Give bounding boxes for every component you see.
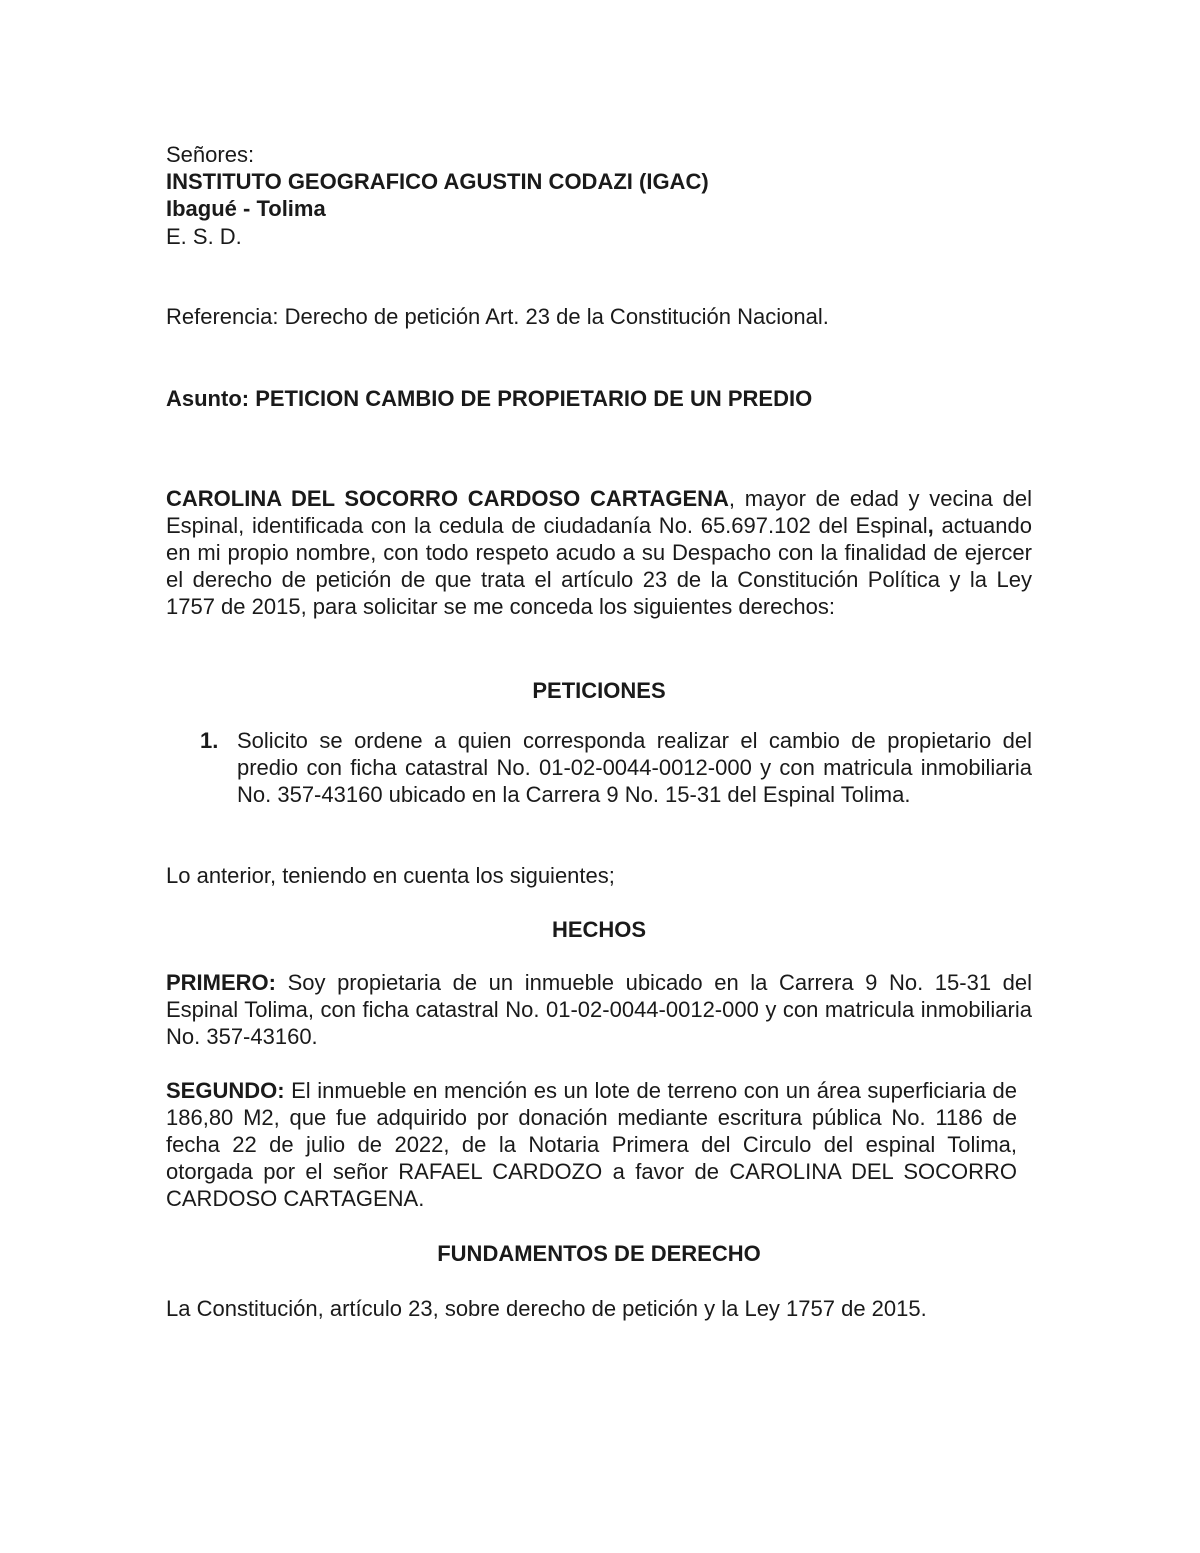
hecho-primero bbox=[166, 969, 1032, 1050]
intro-paragraph bbox=[166, 485, 1032, 620]
list-item-text: Solicito se ordene a quien corresponda realizar el cambio de propietario del predio con ficha catastral No. 01-02-0044-0012-000 y con matricula inmobiliaria No. 357-43160 ubicado en la Carrera 9 No. 15-31 del Espinal Tolima. bbox=[237, 728, 1032, 807]
segundo-text: El inmueble en mención es un lote de terreno con un área superficiaria de 186,80 M2, que fue adquirido por donación mediante escritura pública No. 1186 de fecha 22 de julio de 2022, de la Notaria Primera del Circulo del espinal Tolima, otorgada por el señor RAFAEL CARDOZO a favor de CAROLINA DEL SOCORRO CARDOSO CARTAGENA. bbox=[166, 1078, 1017, 1211]
segundo-label: SEGUNDO: bbox=[166, 1078, 285, 1103]
institution-name: INSTITUTO GEOGRAFICO AGUSTIN CODAZI (IGAC) bbox=[166, 169, 709, 194]
intro-text-2: actuando en mi propio nombre, con todo respeto acudo a su Despacho con la finalidad de ejercer el derecho de petición de que trata el artículo 23 de la Constitución Política y la Ley 1757 de 2015, para solicitar se me conceda los siguientes derechos: bbox=[166, 513, 1032, 619]
reference: Referencia: Derecho de petición Art. 23 de la Constitución Nacional. bbox=[166, 304, 829, 329]
hecho-segundo bbox=[166, 1077, 1017, 1212]
esd: E. S. D. bbox=[166, 224, 242, 249]
primero-text: Soy propietaria de un inmueble ubicado en la Carrera 9 No. 15-31 del Espinal Tolima, con ficha catastral No. 01-02-0044-0012-000 y con matricula inmobiliaria No. 357-43160. bbox=[166, 970, 1032, 1049]
primero-label: PRIMERO: bbox=[166, 970, 276, 995]
subject-text: PETICION CAMBIO DE PROPIETARIO DE UN PREDIO bbox=[249, 386, 813, 411]
fundamentos-text: La Constitución, artículo 23, sobre derecho de petición y la Ley 1757 de 2015. bbox=[166, 1296, 927, 1321]
city: Ibagué - Tolima bbox=[166, 196, 326, 221]
salutation: Señores: bbox=[166, 142, 255, 167]
petitioner-name: CAROLINA DEL SOCORRO CARDOSO CARTAGENA bbox=[166, 486, 729, 511]
subject bbox=[166, 385, 812, 412]
fundamentos-title: FUNDAMENTOS DE DERECHO bbox=[437, 1241, 761, 1266]
subject-label: Asunto: bbox=[166, 386, 250, 411]
transition-text: Lo anterior, teniendo en cuenta los siguientes; bbox=[166, 863, 615, 888]
list-item bbox=[237, 727, 1032, 808]
list-number: 1. bbox=[200, 728, 219, 753]
intro-text-1: , mayor de edad y vecina del Espinal, identificada con la cedula de ciudadanía No. 65.697.102 del Espinal bbox=[166, 486, 1032, 538]
peticiones-title: PETICIONES bbox=[532, 678, 666, 703]
hechos-title: HECHOS bbox=[551, 917, 647, 942]
intro-comma: , bbox=[927, 513, 934, 538]
